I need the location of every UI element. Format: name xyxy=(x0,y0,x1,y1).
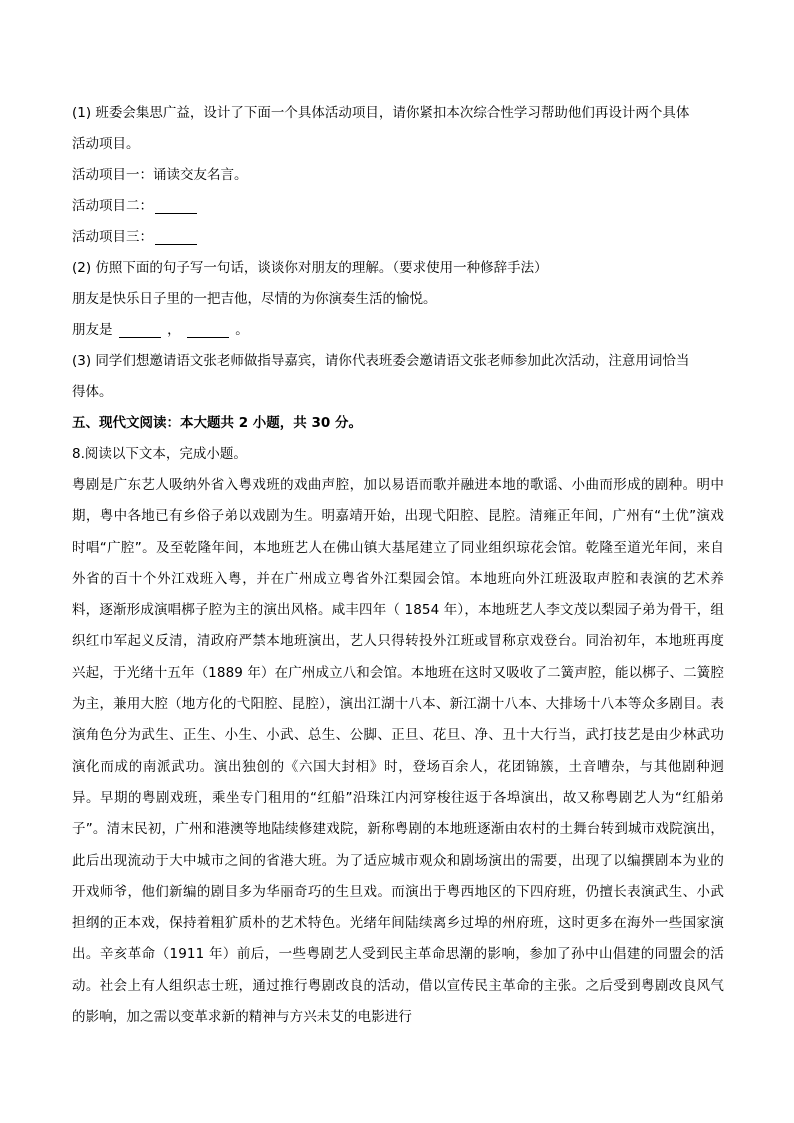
answer-blank xyxy=(119,336,161,338)
activity-item-2-label: 活动项目二： xyxy=(72,198,153,214)
answer-blank xyxy=(187,336,229,338)
question-8-prompt: 8.阅读以下文本，完成小题。 xyxy=(72,446,247,462)
activity-item-2 xyxy=(72,191,724,222)
reading-passage: 粤剧是广东艺人吸纳外省入粤戏班的戏曲声腔，加以易语而歌并融进本地的歌谣、小曲而形成的剧种。明中期，粤中各地已有乡俗子弟以戏剧为生。明嘉靖开始，出现弋阳腔、昆腔。清雍正年间，广州有“土优”演戏时唱“广腔”。及至乾隆年间，本地班艺人在佛山镇大基尾建立了同业组织琼花会馆。乾隆至道光年间，来自外省的百十个外江戏班入粤，并在广州成立粤省外江梨园会馆。本地班向外江班汲取声腔和表演的艺术养料，逐渐形成演唱梆子腔为主的演出风格。咸丰四年（ 1854 年），本地班艺人李文茂以梨园子弟为骨干，组织红巾军起义反清，清政府严禁本地班演出，艺人只得转投外江班或冒称京戏登台。同治初年，本地班再度兴起，于光绪十五年（1889 年）在广州成立八和会馆。本地班在这时又吸收了二簧声腔，能以梆子、二簧腔为主，兼用大腔（地方化的弋阳腔、昆腔），演出江湖十八本、新江湖十八本、大排场十八本等众多剧目。表演角色分为武生、正生、小生、小武、总生、公脚、正旦、花旦、净、丑十大行当，武打技艺是由少林武功演化而成的南派武功。演出独创的《六国大封相》时，登场百余人，花团锦簇，土音嘈杂，与其他剧种迥异。早期的粤剧戏班，乘坐专门租用的“红船”沿珠江内河穿梭往返于各埠演出，故又称粤剧艺人为“红船弟子”。清末民初，广州和港澳等地陆续修建戏院，新称粤剧的本地班逐渐由农村的土舞台转到城市戏院演出，此后出现流动于大中城市之间的省港大班。为了适应城市观众和剧场演出的需要，出现了以编撰剧本为业的开戏师爷，他们新编的剧目多为华丽奇巧的生旦戏。而演出于粤西地区的下四府班，仍擅长表演武生、小武担纲的正本戏，保持着粗犷质朴的艺术特色。光绪年间陆续离乡过埠的州府班，这时更多在海外一些国家演出。辛亥革命（1911 年）前后，一些粤剧艺人受到民主革命思潮的影响，参加了孙中山倡建的同盟会的活动。社会上有人组织志士班，通过推行粤剧改良的活动，借以宣传民主革命的主张。之后受到粤剧改良风气的影响，加之需以变革求新的精神与方兴未艾的电影进行 xyxy=(72,477,724,1026)
activity-item-1: 活动项目一：诵读交友名言。 xyxy=(72,167,248,183)
question-3-line-2: 得体。 xyxy=(72,384,113,400)
section-heading: 五、现代文阅读：本大题共 2 小题，共 30 分。 xyxy=(72,415,362,431)
question-2: (2) 仿照下面的句子写一句话，谈谈你对朋友的理解。（要求使用一种修辞手法） xyxy=(72,260,548,276)
question-2-example: 朋友是快乐日子里的一把吉他，尽情的为你演奏生活的愉悦。 xyxy=(72,291,437,307)
question-3-line-1: (3) 同学们想邀请语文张老师做指导嘉宾，请你代表班委会邀请语文张老师参加此次活动，注意用词恰当 xyxy=(72,353,690,369)
activity-item-3-label: 活动项目三： xyxy=(72,229,153,245)
answer-blank xyxy=(155,243,197,245)
answer-prefix: 朋友是 xyxy=(72,322,113,338)
answer-blank xyxy=(155,212,197,214)
document-page xyxy=(72,98,724,1033)
activity-item-3 xyxy=(72,222,724,253)
question-1-line-2: 活动项目。 xyxy=(72,136,140,152)
question-2-answer-line xyxy=(72,315,724,346)
answer-period: 。 xyxy=(235,322,249,338)
question-1-line-1: (1) 班委会集思广益，设计了下面一个具体活动项目，请你紧扣本次综合性学习帮助他们再设计两个具体 xyxy=(72,105,690,121)
answer-comma: ， xyxy=(167,322,181,338)
